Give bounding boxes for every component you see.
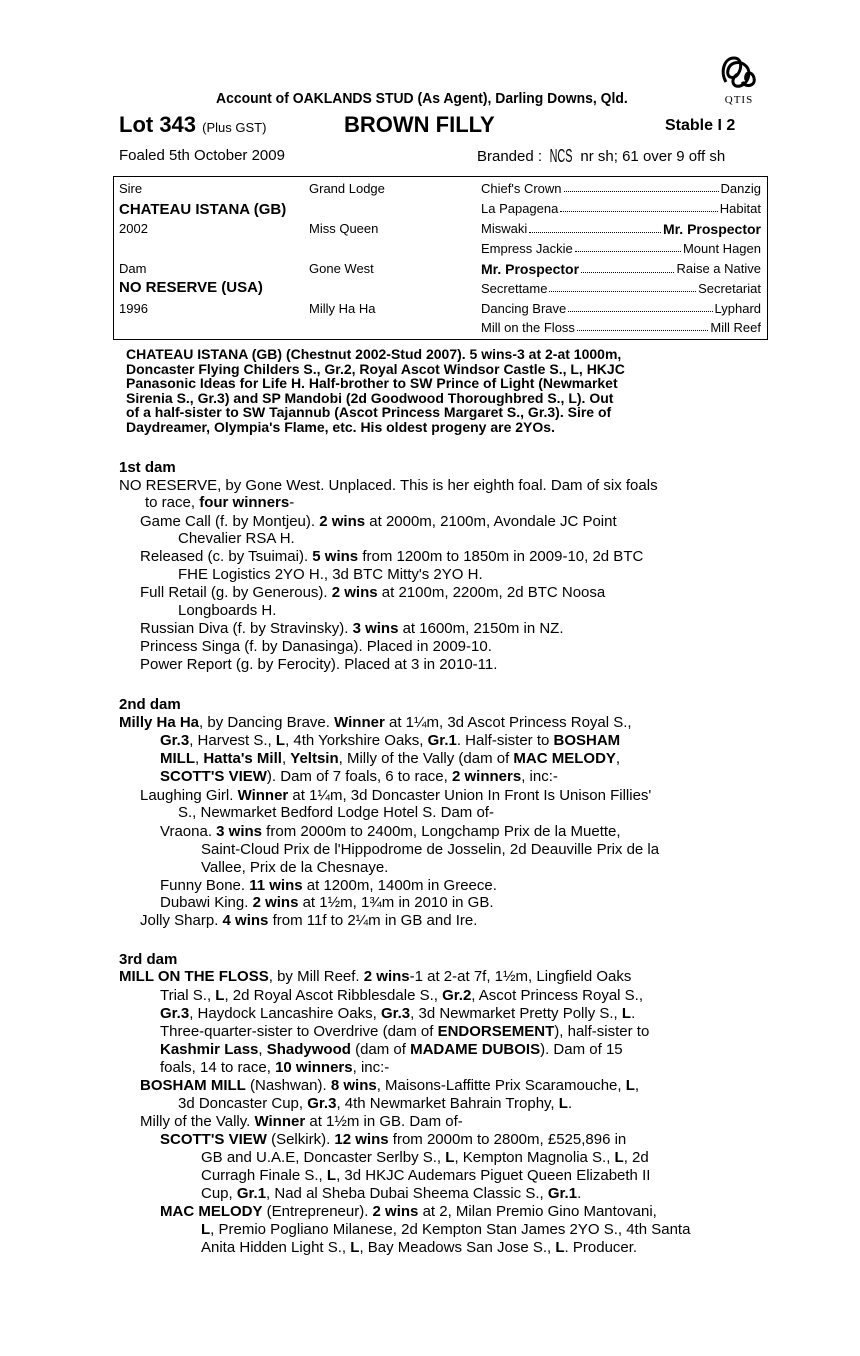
text-run: , Haydock Lancashire Oaks, bbox=[189, 1005, 381, 1022]
third-dam-line bbox=[160, 1041, 623, 1058]
text-run-bold: SCOTT'S VIEW bbox=[160, 1131, 267, 1148]
ancestor: Secretariat bbox=[698, 281, 761, 296]
second-dam-line bbox=[160, 732, 620, 749]
text-run: , 2d bbox=[623, 1149, 649, 1166]
ancestor: Mr. Prospector bbox=[662, 221, 761, 237]
text-run-bold: L bbox=[625, 1077, 635, 1094]
text-run: S., Newmarket Bedford Lodge Hotel S. Dam of- bbox=[178, 804, 494, 821]
progeny-entry-cont bbox=[201, 1221, 690, 1238]
text-run: Full Retail (g. by Generous). bbox=[140, 584, 332, 601]
pedigree-row bbox=[481, 241, 761, 256]
sire-sire: Grand Lodge bbox=[309, 181, 385, 196]
text-run-bold: SCOTT'S VIEW bbox=[160, 768, 267, 785]
text-run: , 2d Royal Ascot Ribblesdale S., bbox=[224, 987, 443, 1004]
branded-suffix: nr sh; 61 over 9 off sh bbox=[580, 148, 726, 165]
text-run-bold: 2 wins bbox=[319, 513, 366, 530]
pedigree-row bbox=[481, 281, 761, 296]
sire-summary-line: CHATEAU ISTANA (GB) (Chestnut 2002-Stud 2007). 5 wins-3 at 2-at 1000m, bbox=[126, 346, 622, 362]
text-run: , by Dancing Brave. bbox=[199, 714, 335, 731]
text-run-bold: MILL ON THE FLOSS bbox=[119, 968, 269, 985]
progeny-entry-cont bbox=[178, 1095, 572, 1112]
progeny-entry bbox=[140, 1113, 463, 1130]
text-run: , 3d HKJC Audemars Piguet Queen Elizabeth II bbox=[336, 1167, 651, 1184]
text-run: Funny Bone. bbox=[160, 877, 250, 894]
second-dam-heading: 2nd dam bbox=[119, 696, 181, 713]
text-run-bold: Gr.2 bbox=[442, 987, 472, 1004]
ancestor: Chief's Crown bbox=[481, 181, 562, 196]
leader-dots bbox=[564, 181, 719, 192]
sire-name: CHATEAU ISTANA (GB) bbox=[119, 201, 287, 218]
stable-number: Stable I 2 bbox=[665, 117, 736, 134]
text-run: at 2100m, 2200m, 2d BTC Noosa bbox=[377, 584, 606, 601]
third-dam-heading: 3rd dam bbox=[119, 951, 178, 968]
first-dam-line bbox=[145, 494, 294, 511]
progeny-entry bbox=[140, 548, 643, 565]
text-run: , inc:- bbox=[521, 768, 558, 785]
first-dam-heading: 1st dam bbox=[119, 459, 176, 476]
text-run: , Kempton Magnolia S., bbox=[454, 1149, 615, 1166]
sire-summary-line: Daydreamer, Olympia's Flame, etc. His oldest progeny are 2YOs. bbox=[126, 418, 555, 435]
brand-mark: NCS bbox=[549, 146, 573, 166]
sire-summary-line: Panasonic Ideas for Life H. Half-brother to SW Prince of Light (Newmarket bbox=[126, 375, 618, 391]
branded-prefix: Branded : bbox=[477, 148, 543, 165]
text-run: , bbox=[615, 750, 621, 767]
text-run-bold: 2 wins bbox=[363, 968, 410, 985]
ancestor: Miswaki bbox=[481, 221, 528, 236]
dam-year: 1996 bbox=[119, 301, 148, 316]
text-run-bold: 3 wins bbox=[216, 823, 263, 840]
text-run-bold: Gr.1 bbox=[547, 1185, 578, 1202]
text-run-bold: Gr.3 bbox=[380, 1005, 411, 1022]
progeny-entry-cont bbox=[178, 804, 494, 821]
progeny-entry: Power Report (g. by Ferocity). Placed at 3 in 2010-11. bbox=[140, 656, 498, 673]
progeny-entry bbox=[140, 513, 617, 530]
text-run: , 3d Newmarket Pretty Polly S., bbox=[410, 1005, 622, 1022]
text-run-bold: Gr.3 bbox=[307, 1095, 337, 1112]
text-run-bold: MADAME DUBOIS bbox=[410, 1041, 541, 1058]
ancestor: Secrettame bbox=[481, 281, 548, 296]
second-dam-line bbox=[119, 714, 632, 731]
text-run: at 1½m in GB. Dam of- bbox=[305, 1113, 463, 1130]
text-run: Vallee, Prix de la Chesnaye. bbox=[201, 859, 389, 876]
pedigree-row bbox=[481, 201, 761, 216]
text-run: foals, 14 to race, bbox=[160, 1059, 276, 1076]
progeny-entry bbox=[140, 1077, 639, 1094]
sire-summary bbox=[126, 347, 766, 434]
text-run: Anita Hidden Light S., bbox=[201, 1239, 351, 1256]
text-run: GB and U.A.E, Doncaster Serlby S., bbox=[201, 1149, 446, 1166]
text-run: at 1½m, 1¾m in 2010 in GB. bbox=[298, 894, 494, 911]
text-run-bold: 4 wins bbox=[222, 912, 269, 929]
progeny-entry bbox=[160, 877, 497, 894]
text-run: (Nashwan). bbox=[245, 1077, 331, 1094]
vendor-account: Account of OAKLANDS STUD (As Agent), Darling Downs, Qld. bbox=[216, 90, 628, 107]
lot-label: Lot 343 bbox=[119, 112, 197, 137]
text-run: , bbox=[195, 750, 204, 767]
qtis-logo-icon bbox=[716, 52, 762, 94]
text-run: ). Dam of 15 bbox=[540, 1041, 623, 1058]
text-run: Milly of the Vally. bbox=[140, 1113, 255, 1130]
ancestor: Lyphard bbox=[714, 301, 761, 316]
second-dam-line bbox=[160, 768, 558, 785]
text-run-bold: 11 wins bbox=[249, 877, 303, 894]
second-dam-line bbox=[160, 750, 620, 767]
progeny-entry-cont bbox=[201, 1185, 581, 1202]
progeny-entry bbox=[140, 787, 651, 804]
progeny-entry-cont: FHE Logistics 2YO H., 3d BTC Mitty's 2YO H. bbox=[178, 566, 483, 583]
text-run: Game Call (f. by Montjeu). bbox=[140, 513, 320, 530]
dam-label: Dam bbox=[119, 261, 147, 276]
text-run: Dubawi King. bbox=[160, 894, 253, 911]
sire-summary-line: Sirenia S., Gr.3) and SP Mandobi (2d Goodwood Thoroughbred S., L). Out bbox=[126, 389, 614, 406]
text-run: from 11f to 2¼m in GB and Ire. bbox=[268, 912, 478, 929]
text-run: at 2, Milan Premio Gino Mantovani, bbox=[418, 1203, 657, 1220]
text-run: , 4th Yorkshire Oaks, bbox=[285, 732, 428, 749]
text-run-bold: Winner bbox=[254, 1113, 306, 1130]
text-run-bold: L bbox=[201, 1221, 211, 1238]
text-run: , bbox=[258, 1041, 267, 1058]
text-run: , Bay Meadows San Jose S., bbox=[359, 1239, 556, 1256]
text-run: at 1¼m, 3d Ascot Princess Royal S., bbox=[384, 714, 632, 731]
ancestor: Mill on the Floss bbox=[481, 320, 575, 335]
ancestor: Habitat bbox=[719, 201, 761, 216]
leader-dots bbox=[560, 201, 717, 212]
text-run-bold: BOSHAM bbox=[553, 732, 621, 749]
leader-dots bbox=[529, 221, 661, 233]
ancestor: La Papagena bbox=[481, 201, 559, 216]
leader-dots bbox=[577, 320, 709, 331]
text-run: 3d Doncaster Cup, bbox=[178, 1095, 308, 1112]
text-run-bold: Gr.3 bbox=[160, 1005, 190, 1022]
pedigree-row bbox=[481, 301, 761, 316]
text-run: Laughing Girl. bbox=[140, 787, 238, 804]
qtis-logo bbox=[716, 52, 762, 110]
text-run-bold: 2 wins bbox=[331, 584, 378, 601]
text-run-bold: Milly Ha Ha bbox=[119, 714, 200, 731]
horse-description: BROWN FILLY bbox=[344, 112, 495, 137]
leader-dots bbox=[568, 301, 712, 312]
text-run-bold: L bbox=[558, 1095, 568, 1112]
text-run: at 1¼m, 3d Doncaster Union In Front Is Unison Fillies' bbox=[288, 787, 652, 804]
text-run-bold: BOSHAM MILL bbox=[140, 1077, 246, 1094]
progeny-entry bbox=[160, 894, 494, 911]
text-run: , Premio Pogliano Milanese, 2d Kempton Stan James 2YO S., 4th Santa bbox=[210, 1221, 691, 1238]
progeny-entry-cont bbox=[201, 841, 659, 858]
progeny-entry bbox=[140, 584, 605, 601]
text-run: , by Mill Reef. bbox=[268, 968, 364, 985]
progeny-entry bbox=[160, 823, 621, 840]
foaled-date: Foaled 5th October 2009 bbox=[119, 147, 285, 164]
text-run-bold: 2 wins bbox=[372, 1203, 419, 1220]
sire-summary-line: Doncaster Flying Childers S., Gr.2, Royal Ascot Windsor Castle S., L, HKJC bbox=[126, 360, 625, 377]
text-run-bold: MAC MELODY bbox=[513, 750, 616, 767]
text-run-bold: Gr.1 bbox=[236, 1185, 267, 1202]
text-run-bold: Kashmir Lass bbox=[160, 1041, 259, 1058]
text-run-bold: 2 winners bbox=[451, 768, 522, 785]
text-run: Cup, bbox=[201, 1185, 237, 1202]
pedigree-row bbox=[481, 221, 761, 237]
branded-info bbox=[477, 146, 725, 167]
text-run-bold: L bbox=[621, 1005, 632, 1022]
text-run-bold: L bbox=[555, 1239, 565, 1256]
text-run: , Ascot Princess Royal S., bbox=[471, 987, 644, 1004]
text-run-bold: L bbox=[614, 1149, 624, 1166]
third-dam-line bbox=[160, 987, 643, 1004]
leader-dots bbox=[575, 241, 681, 252]
text-run: at 2000m, 2100m, Avondale JC Point bbox=[365, 513, 617, 530]
text-run: ). Dam of 7 foals, 6 to race, bbox=[266, 768, 452, 785]
leader-dots bbox=[549, 281, 696, 292]
progeny-entry-cont bbox=[201, 1239, 637, 1256]
progeny-entry bbox=[160, 1131, 626, 1148]
text-run-bold: 5 wins bbox=[312, 548, 359, 565]
text-run: (dam of bbox=[350, 1041, 411, 1058]
text-run-bold: 12 wins bbox=[334, 1131, 389, 1148]
text-run-bold: Gr.3 bbox=[160, 732, 190, 749]
text-run-bold: Shadywood bbox=[266, 1041, 351, 1058]
text-run: from 2000m to 2800m, £525,896 in bbox=[388, 1131, 627, 1148]
progeny-entry-cont bbox=[201, 859, 388, 876]
ancestor: Raise a Native bbox=[676, 261, 761, 276]
text-run: Jolly Sharp. bbox=[140, 912, 223, 929]
text-run: Saint-Cloud Prix de l'Hippodrome de Josselin, 2d Deauville Prix de la bbox=[201, 841, 660, 858]
text-run-bold: Gr.1 bbox=[427, 732, 457, 749]
sire-year: 2002 bbox=[119, 221, 148, 236]
text-run: , inc:- bbox=[352, 1059, 390, 1076]
text-run: from 2000m to 2400m, Longchamp Prix de la Muette, bbox=[262, 823, 621, 840]
pedigree-row bbox=[481, 261, 761, 277]
ancestor: Empress Jackie bbox=[481, 241, 573, 256]
text-run: . bbox=[577, 1185, 582, 1202]
text-run: Released (c. by Tsuimai). bbox=[140, 548, 313, 565]
progeny-entry bbox=[140, 620, 564, 637]
text-run-bold: 2 wins bbox=[252, 894, 299, 911]
ancestor: Mr. Prospector bbox=[481, 261, 580, 277]
dam-name: NO RESERVE (USA) bbox=[119, 279, 263, 296]
leader-dots bbox=[581, 261, 674, 273]
text-run-bold: L bbox=[326, 1167, 337, 1184]
text-run-bold: Hatta's Mill bbox=[203, 750, 282, 767]
text-run: , Milly of the Vally (dam of bbox=[338, 750, 514, 767]
ancestor: Dancing Brave bbox=[481, 301, 567, 316]
text-run-bold: L bbox=[215, 987, 225, 1004]
text-run: (Selkirk). bbox=[266, 1131, 335, 1148]
dam-sire: Gone West bbox=[309, 261, 374, 276]
text-run-bold: L bbox=[275, 732, 286, 749]
text-run: -1 at 2-at 7f, 1½m, Lingfield Oaks bbox=[409, 968, 632, 985]
text-run-bold: MILL bbox=[160, 750, 195, 767]
progeny-entry-cont: Chevalier RSA H. bbox=[178, 530, 295, 547]
text-run: from 1200m to 1850m in 2009-10, 2d BTC bbox=[358, 548, 644, 565]
text-run: . Producer. bbox=[564, 1239, 638, 1256]
progeny-entry-cont bbox=[201, 1167, 650, 1184]
third-dam-line bbox=[160, 1023, 649, 1040]
text-run: ), half-sister to bbox=[554, 1023, 650, 1040]
progeny-entry bbox=[140, 912, 477, 929]
sire-dam: Miss Queen bbox=[309, 221, 379, 236]
ancestor: Danzig bbox=[720, 181, 761, 196]
third-dam-line bbox=[160, 1059, 389, 1076]
text-run: . Half-sister to bbox=[456, 732, 554, 749]
text-run: , Maisons-Laffitte Prix Scaramouche, bbox=[376, 1077, 626, 1094]
pedigree-row bbox=[481, 181, 761, 196]
text-run: (Entrepreneur). bbox=[262, 1203, 373, 1220]
text-run-bold: Winner bbox=[237, 787, 289, 804]
progeny-entry: Princess Singa (f. by Danasinga). Placed in 2009-10. bbox=[140, 638, 492, 655]
progeny-entry-cont bbox=[201, 1149, 649, 1166]
text-run-bold: Yeltsin bbox=[290, 750, 339, 767]
ancestor: Mill Reef bbox=[710, 320, 761, 335]
first-dam-line: NO RESERVE, by Gone West. Unplaced. This is her eighth foal. Dam of six foals bbox=[119, 477, 658, 494]
text-run-bold: four winners bbox=[199, 494, 290, 511]
progeny-entry bbox=[160, 1203, 657, 1220]
text-run-bold: L bbox=[445, 1149, 455, 1166]
third-dam-line bbox=[119, 968, 631, 985]
text-run: Vraona. bbox=[160, 823, 217, 840]
text-run: , Harvest S., bbox=[189, 732, 276, 749]
pedigree-table bbox=[113, 176, 768, 340]
text-run-bold: 8 wins bbox=[330, 1077, 377, 1094]
text-run: , Nad al Sheba Dubai Sheema Classic S., bbox=[266, 1185, 548, 1202]
dam-dam: Milly Ha Ha bbox=[309, 301, 376, 316]
text-run: Curragh Finale S., bbox=[201, 1167, 327, 1184]
gst-note: (Plus GST) bbox=[202, 120, 267, 135]
sire-summary-line: of a half-sister to SW Tajannub (Ascot Princess Margaret S., Gr.3). Sire of bbox=[126, 404, 612, 420]
pedigree-row bbox=[481, 320, 761, 335]
text-run-bold: 3 wins bbox=[352, 620, 399, 637]
lot-number bbox=[119, 112, 266, 138]
text-run: , bbox=[281, 750, 291, 767]
text-run: , bbox=[634, 1077, 640, 1094]
sire-label: Sire bbox=[119, 181, 143, 196]
third-dam-line bbox=[160, 1005, 635, 1022]
text-run-bold: L bbox=[350, 1239, 360, 1256]
text-run: at 1600m, 2150m in NZ. bbox=[398, 620, 564, 637]
logo-text: QTIS bbox=[724, 94, 754, 106]
text-run: Trial S., bbox=[160, 987, 216, 1004]
progeny-entry-cont: Longboards H. bbox=[178, 602, 277, 619]
text-run: - bbox=[289, 494, 295, 511]
text-run: , 4th Newmarket Bahrain Trophy, bbox=[336, 1095, 559, 1112]
text-run-bold: Winner bbox=[334, 714, 385, 731]
text-run: Russian Diva (f. by Stravinsky). bbox=[140, 620, 353, 637]
text-run-bold: MAC MELODY bbox=[160, 1203, 263, 1220]
text-run: Three-quarter-sister to Overdrive (dam of bbox=[160, 1023, 438, 1040]
text-run: . bbox=[567, 1095, 573, 1112]
text-run: . bbox=[631, 1005, 636, 1022]
text-run-bold: 10 winners bbox=[275, 1059, 353, 1076]
ancestor: Mount Hagen bbox=[682, 241, 761, 256]
text-run: at 1200m, 1400m in Greece. bbox=[302, 877, 497, 894]
text-run-bold: ENDORSEMENT bbox=[437, 1023, 555, 1040]
text-run: to race, bbox=[145, 494, 200, 511]
